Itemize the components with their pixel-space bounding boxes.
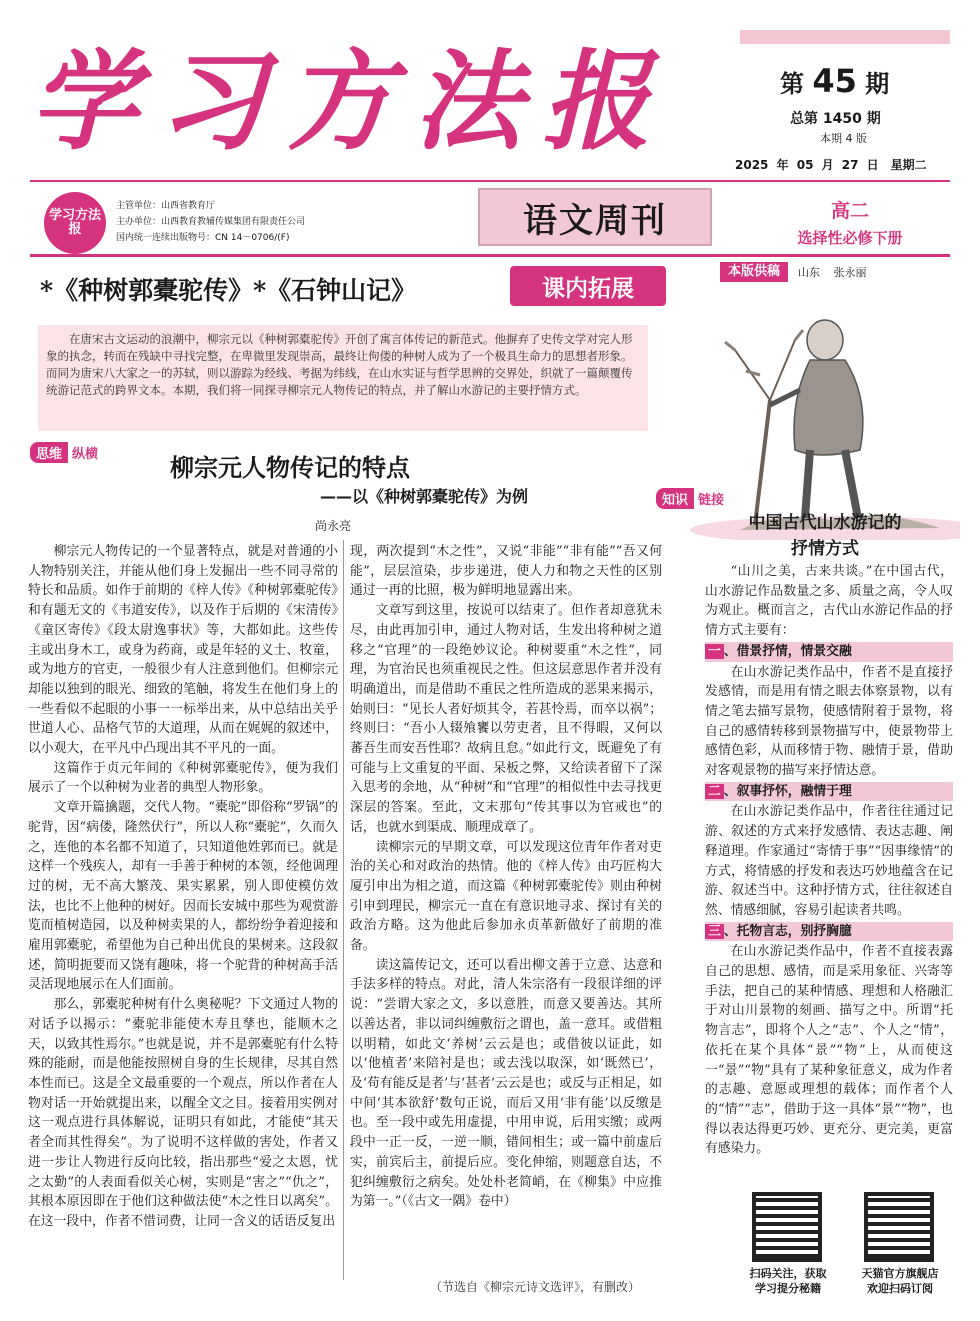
qr-caption-line: 天猫官方旗舰店 bbox=[861, 1267, 939, 1280]
paragraph: 读柳宗元的早期文章，可以发现这位青年作者对吏治的关心和对政治的热情。他的《梓人传》由巧匠构大厦引申出为相之道，而这篇《种树郭橐驼传》则由种树引申到理民，柳宗元一直在有意识地寻求、探讨有关的政治方略。这为他此后参加永贞革新做好了前期的准备。 bbox=[350, 839, 662, 954]
sidebar-title-line2: 抒情方式 bbox=[791, 539, 859, 559]
qr-caption-line: 扫码关注，获取 bbox=[749, 1267, 827, 1280]
paragraph: 文章开篇擒题，交代人物。“橐驼”即俗称“罗锅”的驼背，因“病偻，隆然伏行”，所以人称“橐驼”，久而久之，连他的本名都不知道了，只知道他姓郭而已。就是这样一个残疾人，却有一手善于种树的本领，经他调理过的树，无不高大繁茂、果实累累，别人即使模仿效法，也比不上他种的树好。因而长安城中那些为观赏游览而植树造园，以及种树卖果的人，都纷纷争着迎接和雇用郭橐驼，希望他为自己种出优良的果树来。这段叙述，简明扼要而又饶有趣味，将一个驼背的种树高手活灵活现地展示在人们面前。 bbox=[28, 800, 338, 993]
article-column-1 bbox=[28, 542, 338, 1294]
sponsor-bar bbox=[720, 262, 867, 282]
paragraph: 现，两次提到“木之性”，又说“非能”“非有能”“吾又何能”，层层渲染，步步递进，使人力和物之天性的区别通过一再的比照，极为鲜明地显露出来。 bbox=[350, 544, 662, 599]
sidebar-heading-2 bbox=[705, 782, 953, 802]
grade-label: 高二 bbox=[830, 200, 869, 222]
sponsor-region: 山东 bbox=[798, 266, 821, 279]
issue-prefix: 第 bbox=[780, 70, 804, 98]
logo-emblem-icon: 学习方法报 bbox=[44, 192, 106, 254]
publisher-supervisor: 主管单位：山西省教育厅 bbox=[116, 201, 216, 211]
qr-caption-line: 学习提分秘籍 bbox=[755, 1282, 821, 1295]
sponsor-name: 张永丽 bbox=[833, 266, 867, 279]
issue-number bbox=[780, 62, 920, 100]
sponsor-who bbox=[798, 264, 867, 280]
article-column-2 bbox=[350, 542, 662, 1290]
feature-intro: 在唐宋古文运动的浪潮中，柳宗元以《种树郭橐驼传》开创了寓言体传记的新范式。他摒弃了史传文学对完人形象的执念，转而在残缺中寻找完整，在卑微里发现崇高，最终让佝偻的种树人成为了一个极具生命力的思想者形象。而同为唐宋八大家之一的苏轼，则以游踪为经线、考据为纬线，在山水实证与哲学思辨的交界处，织就了一篇颠覆传统游记范式的跨界文本。本期，我们将一同探寻柳宗元人物传记的特点，并了解山水游记的主要抒情方式。 bbox=[38, 325, 648, 431]
article-tag-a: 思维 bbox=[30, 442, 68, 463]
sidebar-title-line1: 中国古代山水游记的 bbox=[748, 513, 902, 533]
heading-text: 、叙事抒怀，融情于理 bbox=[723, 783, 852, 799]
sidebar-heading-3 bbox=[705, 922, 953, 942]
paragraph: 文章写到这里，按说可以结束了。但作者却意犹未尽，由此再加引申，通过人物对话，生发出将种树之道移之“官理”的一段绝妙议论。种树要重“木之性”，同理，为官治民也须重视民之性。但这层意思作者并没有明确道出，而是借助不重民之性所造成的恶果来揭示，始则曰：“见长人者好烦其令，若甚怜焉，而卒以祸”；终则曰：“吾小人辍飧饔以劳吏者，且不得暇，又何以蕃吾生而安吾性耶？故病且怠。”如此行文，既避免了有可能与上文重复的平面、呆板之弊，又给读者留下了深入思考的余地，从“种树”和“官理”的相似性中去寻找更深层的答案。至此，文末那句“传其事以为官戒也”的话，也就水到渠成、顺理成章了。 bbox=[350, 603, 662, 835]
publish-date: 2025 年 05 月 27 日 星期二 bbox=[735, 158, 927, 172]
article-subtitle: ——以《种树郭橐驼传》为例 bbox=[320, 487, 529, 506]
course-label: 选择性必修下册 bbox=[797, 229, 903, 247]
total-issue: 总第 1450 期 bbox=[790, 111, 881, 127]
paragraph: 那么，郭橐驼种树有什么奥秘呢？下文通过人物的对话予以揭示：“橐驼非能使木寿且孳也，能顺木之天，以致其性焉尔。”也就是说，并不是郭橐驼有什么特殊的能耐，而是他能按照树自身的生长规律，尽其自然本性而已。这是全文最重要的一个观点，所以作者在人物对话一开始就提出来，以醒全文之目。接着用实例对这一观点进行具体解说，证明只有如此，才能使“其天者全而其性得矣”。为了说明不这样做的害处，作者又进一步让人物进行反向比较，指出那些“爱之太恩，忧之太勤”的人表面看似关心树，实则是“害之”“仇之”，其根本原因即在于他们这种做法使“木之性日以离矣”。在这一段中，作者不惜词费，让同一含义的话语反复出 bbox=[28, 997, 338, 1229]
article-author: 尚永亮 bbox=[315, 519, 352, 533]
sidebar-title bbox=[680, 510, 970, 562]
article-title: 柳宗元人物传记的特点 bbox=[170, 454, 410, 482]
paragraph: 在山水游记类作品中，作者不是直接抒发感情，而是用有情之眼去体察景物，以有情之笔去描写景物，使感情附着于景物，将自己的感情转移到景物描写中，使景物带上感情色彩，从而移情于物、融情于景，借助对客观景物的描写来抒情达意。 bbox=[705, 664, 953, 779]
newspaper-title: 学习方法报 bbox=[30, 40, 671, 165]
column-divider bbox=[343, 540, 344, 1280]
issue-num: 45 bbox=[812, 62, 857, 100]
heading-text: 、托物言志，别抒胸臆 bbox=[723, 923, 852, 939]
qr-caption-line: 欢迎扫码订阅 bbox=[867, 1282, 933, 1295]
qr-caption-2 bbox=[845, 1266, 955, 1296]
weekly-name: 语文周刊 bbox=[478, 188, 712, 246]
paragraph: 读这篇传记文，还可以看出柳文善于立意、达意和手法多样的特点。对此，清人朱宗洛有一段很详细的评说：“尝谓大家之文，多以意胜，而意又要善达。其所以善达者，非以词纠缠敷衍之谓也，盖一意耳。或借粗以明精，如此文‘养树’云云是也；或借彼以证此，如以‘他植者’来陪衬是也；或去浅以取深，如‘既然已’，及‘苟有能反是者’与‘甚者’云云是也；或反与正相足，如中间‘其本欲舒’数句正说，而后又用‘非有能’以反缴是也。至一段中或先用虚提，中用申说，后用实缴；或两段中一正一反，一逆一顺，错间相生；或一篇中前虚后实，前宾后主，前提后应。变化伸缩，则题意自达，不犯纠缠敷衍之病矣。处处朴老简峭，在《柳集》中应推为第一。”（《古文一隅》卷中） bbox=[350, 957, 662, 1210]
sponsor-tag: 本版供稿 bbox=[720, 262, 788, 282]
feature-title: *《种树郭橐驼传》*《石钟山记》 bbox=[40, 276, 417, 305]
qr-code-icon[interactable] bbox=[864, 1192, 934, 1262]
page-count: 本期 4 版 bbox=[820, 132, 867, 145]
heading-num: 一 bbox=[705, 644, 724, 659]
sidebar-intro: “山川之美，古来共谈。”在中国古代，山水游记作品数量之多、质量之高，令人叹为观止。概而言之，古代山水游记作品的抒情方式主要有： bbox=[705, 564, 953, 639]
sidebar-tag bbox=[656, 488, 728, 509]
article-tag bbox=[30, 442, 102, 463]
divider-mid bbox=[30, 254, 950, 257]
qr-code-icon[interactable] bbox=[752, 1192, 822, 1262]
feature-tag: 课内拓展 bbox=[510, 266, 666, 306]
issue-suffix: 期 bbox=[865, 70, 890, 98]
sidebar-body bbox=[705, 562, 953, 1182]
sidebar-tag-b: 链接 bbox=[698, 493, 725, 508]
paragraph: 这篇作于贞元年间的《种树郭橐驼传》，便为我们展示了一个以种树为业者的典型人物形象。 bbox=[28, 760, 338, 796]
heading-num: 三 bbox=[705, 924, 724, 939]
divider-top bbox=[30, 180, 950, 182]
publisher-cn: 国内统一连续出版物号：CN 14－0706/(F) bbox=[116, 233, 290, 243]
heading-text: 、借景抒情，情景交融 bbox=[723, 643, 852, 659]
paragraph: 在山水游记类作品中，作者不直接表露自己的思想、感情，而是采用象征、兴寄等手法，把自己的某种情感、理想和人格融汇于对山川景物的刻画、描写之中。所谓“托物言志”，即将个人之“志”、个人之“情”，依托在某个具体“景”“物”上，从而使这一“景”“物”具有了某种象征意义，成为作者的志趣、意愿或理想的载体；而作者个人的“情”“志”，借助于这一具体“景”“物”，也得以表达得更巧妙、更充分、更完美，更富有感染力。 bbox=[705, 944, 953, 1157]
grade-info bbox=[760, 196, 940, 248]
article-tag-b: 纵横 bbox=[68, 442, 102, 463]
article-source: （节选自《柳宗元诗文选评》，有删改） bbox=[430, 1280, 641, 1294]
publisher-info bbox=[116, 198, 305, 246]
qr-caption-1 bbox=[733, 1266, 843, 1296]
publisher-sponsor: 主办单位：山西教育教辅传媒集团有限责任公司 bbox=[116, 217, 306, 227]
top-pink-strip bbox=[740, 30, 950, 44]
sidebar-tag-a: 知识 bbox=[656, 488, 694, 509]
sidebar-heading-1 bbox=[705, 642, 953, 662]
heading-num: 二 bbox=[705, 784, 724, 799]
paragraph: 柳宗元人物传记的一个显著特点，就是对普通的小人物特别关注，并能从他们身上发掘出一些不同寻常的特长和品质。如作于前期的《梓人传》《种树郭橐驼传》和有题无文的《韦道安传》，以及作于后期的《宋清传》《童区寄传》《段太尉逸事状》等，大都如此。这些传主或出身木工，或身为药商，或是年轻的义士、牧童，或为地方的官吏，一般很少有人注意到他们。但柳宗元却能以独到的眼光、细致的笔触，将发生在他们身上的一些看似不起眼的小事一一标举出来，从中总结出关乎世道人心、品格气节的大道理，从而在娓娓的叙述中，以小观大，在平凡中凸现出其不平凡的一面。 bbox=[28, 544, 338, 757]
paragraph: 在山水游记类作品中，作者往往通过记游、叙述的方式来抒发感情、表达志趣、阐释道理。作家通过“寄情于事”“因事缘情”的方式，将情感的抒发和表达巧妙地蕴含在记游、叙述当中。这种抒情方式，往往叙述自然、情感细腻，容易引起读者共鸣。 bbox=[705, 804, 953, 918]
